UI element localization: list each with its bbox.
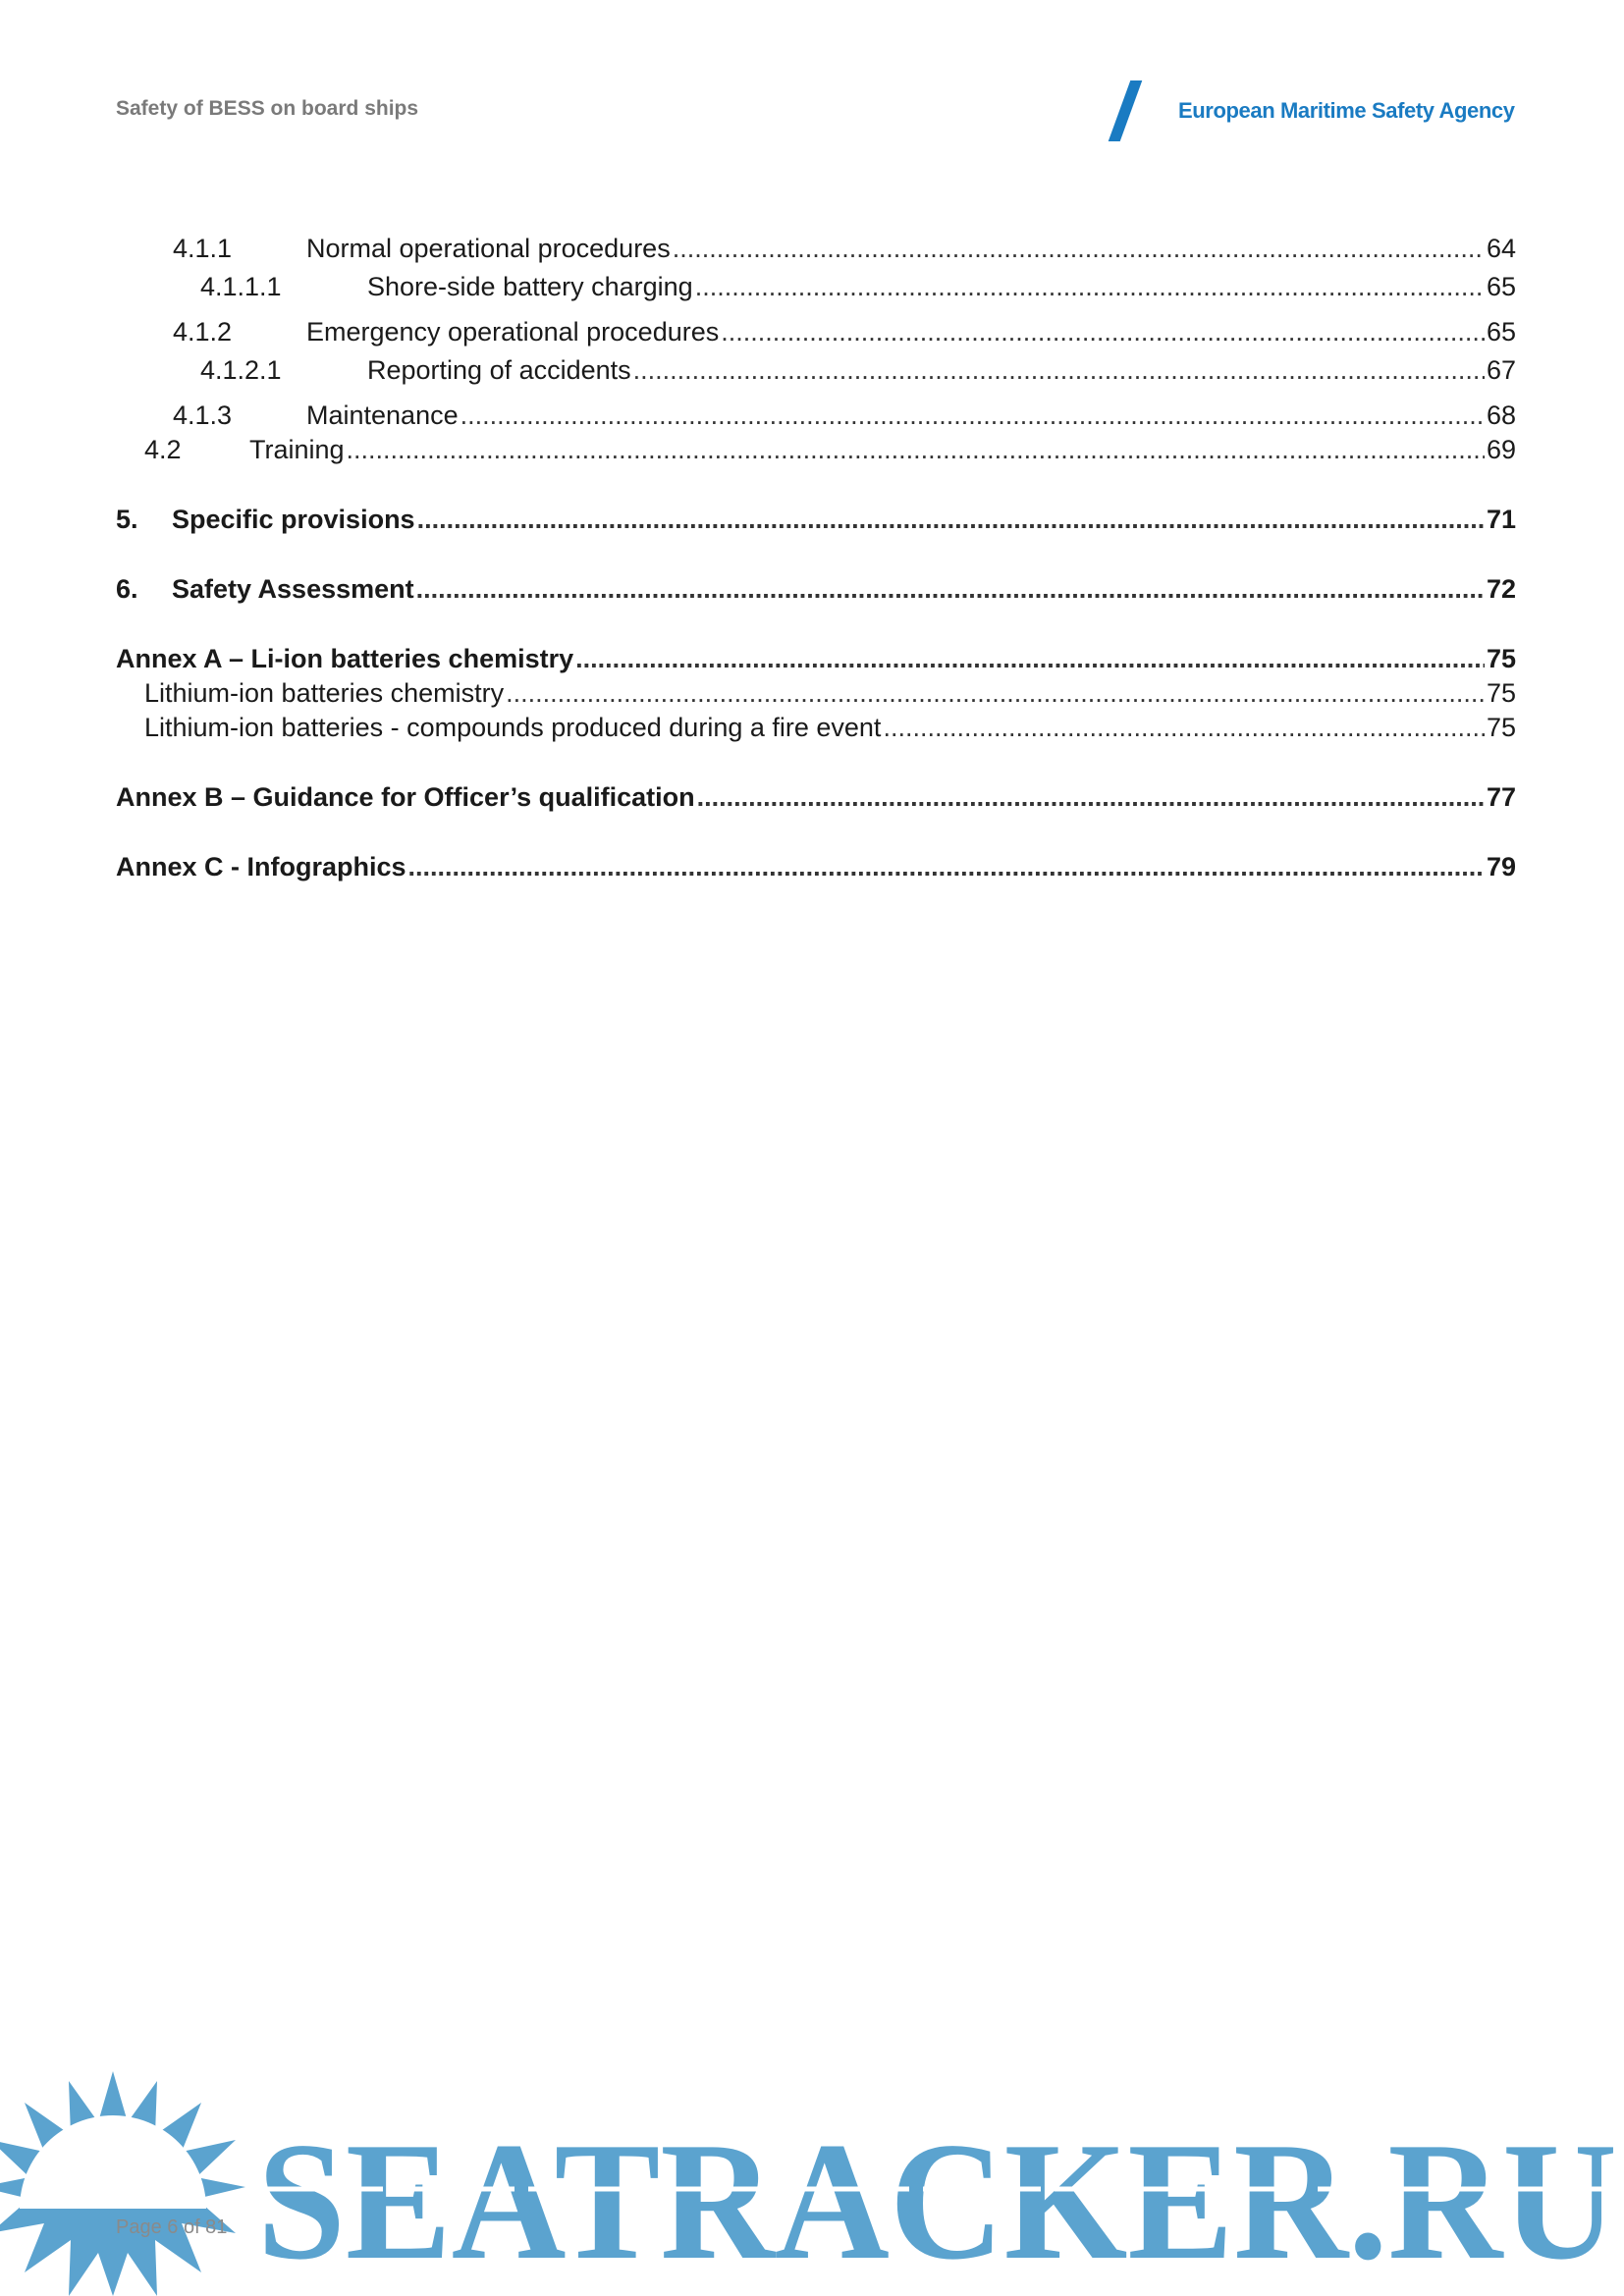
toc-entry-6[interactable] — [116, 574, 1516, 605]
toc-title: Normal operational procedures — [306, 234, 671, 263]
toc-title: Emergency operational procedures — [306, 317, 720, 347]
toc-title: Safety Assessment — [172, 574, 414, 604]
toc-entry-4-1-2[interactable] — [116, 317, 1516, 347]
toc-leader — [673, 234, 1485, 264]
toc-page: 65 — [1486, 272, 1516, 301]
toc-page: 75 — [1486, 644, 1516, 673]
toc-page: 65 — [1486, 317, 1516, 347]
toc-title: Lithium-ion batteries - compounds produced during a fire event — [144, 713, 882, 742]
toc-leader — [721, 317, 1485, 347]
toc-entry-4-1-1-1[interactable] — [116, 272, 1516, 302]
toc-page: 69 — [1486, 435, 1516, 464]
toc-page: 72 — [1486, 574, 1516, 604]
toc-title: Reporting of accidents — [367, 355, 631, 385]
toc-title: Training — [249, 435, 345, 464]
toc-leader — [695, 272, 1485, 302]
toc-number: 6. — [116, 574, 138, 604]
toc-leader — [416, 574, 1485, 605]
toc-page: 77 — [1486, 782, 1516, 812]
toc-leader — [417, 505, 1485, 535]
toc-entry-5[interactable] — [116, 505, 1516, 535]
toc-entry-4-1-2-1[interactable] — [116, 355, 1516, 386]
toc-entry-4-1-1[interactable] — [116, 234, 1516, 264]
toc-title: Lithium-ion batteries chemistry — [144, 678, 505, 708]
toc-page: 75 — [1486, 678, 1516, 708]
toc-page: 64 — [1486, 234, 1516, 263]
toc-entry-annex-a[interactable] — [116, 644, 1516, 674]
toc-leader — [408, 852, 1485, 882]
toc-leader — [883, 713, 1485, 743]
toc-number: 4.1.3 — [173, 400, 233, 430]
toc-leader — [506, 678, 1485, 709]
toc-title: Shore-side battery charging — [367, 272, 693, 301]
toc-title: Annex A – Li-ion batteries chemistry — [116, 644, 574, 673]
toc-number: 4.1.1 — [173, 234, 233, 263]
toc-entry-annex-a-2[interactable] — [116, 713, 1516, 743]
toc-page: 71 — [1486, 505, 1516, 534]
toc-entry-annex-c[interactable] — [116, 852, 1516, 882]
toc-number: 4.1.2.1 — [200, 355, 282, 385]
toc-title: Specific provisions — [172, 505, 415, 534]
toc-page: 79 — [1486, 852, 1516, 881]
toc-page: 67 — [1486, 355, 1516, 385]
toc-page: 75 — [1486, 713, 1516, 742]
sun-icon — [0, 2071, 245, 2296]
toc-leader — [697, 782, 1485, 813]
toc-title: Maintenance — [306, 400, 459, 430]
toc-title: Annex B – Guidance for Officer’s qualification — [116, 782, 695, 812]
toc-entry-4-2[interactable] — [116, 435, 1516, 465]
toc-entry-annex-a-1[interactable] — [116, 678, 1516, 709]
toc-number: 5. — [116, 505, 138, 534]
toc-number: 4.1.2 — [173, 317, 233, 347]
toc-title: Annex C - Infographics — [116, 852, 406, 881]
toc-leader — [575, 644, 1485, 674]
toc-leader — [633, 355, 1485, 386]
seatracker-watermark — [0, 2061, 1624, 2296]
watermark-text: SEATRACKER.RU — [257, 2109, 1617, 2295]
toc-number: 4.1.1.1 — [200, 272, 282, 301]
toc-leader — [347, 435, 1485, 465]
toc-entry-annex-b[interactable] — [116, 782, 1516, 813]
toc-page: 68 — [1486, 400, 1516, 430]
toc-number: 4.2 — [144, 435, 182, 464]
page-number: Page 6 of 81 — [116, 2216, 228, 2238]
toc-entry-4-1-3[interactable] — [116, 400, 1516, 431]
document-title: Safety of BESS on board ships — [116, 97, 419, 120]
agency-logo-slash — [1109, 80, 1143, 141]
agency-name: European Maritime Safety Agency — [1178, 98, 1515, 123]
toc-leader — [460, 400, 1485, 431]
